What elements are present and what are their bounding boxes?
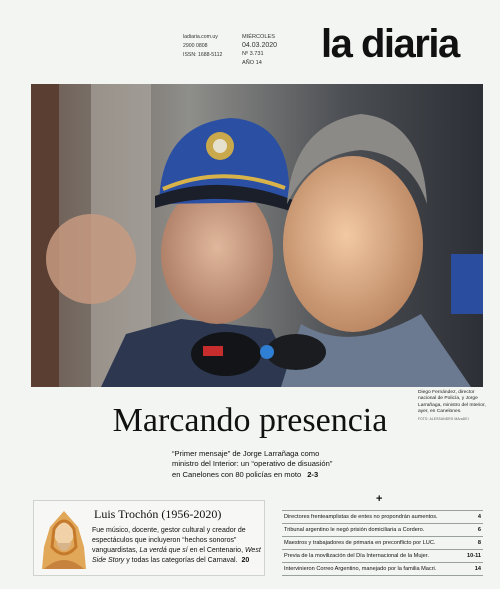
index-item[interactable] — [282, 523, 483, 536]
year-text: AÑO 14 — [242, 59, 262, 66]
index-item-page: 8 — [477, 540, 481, 546]
index-item[interactable] — [282, 562, 483, 576]
lead-deck — [172, 449, 342, 480]
index-item[interactable] — [282, 536, 483, 549]
obituary-title: Luis Trochón (1956-2020) — [94, 507, 222, 521]
index-item[interactable] — [282, 510, 483, 523]
obituary-text-2: en el Centenario, — [187, 547, 245, 554]
website-text: ladiaria.com.uy — [183, 34, 218, 40]
obituary-page-ref: 20 — [241, 557, 250, 564]
caption-text: Diego Fernández, director nacional de Policía, y Jorge Larrañaga, ministro del Interior, ayer, en Canelones. — [418, 390, 486, 414]
newspaper-logo: la diaria — [321, 22, 459, 66]
obituary-box[interactable] — [33, 500, 265, 576]
weekday-text: MIÉRCOLES — [242, 34, 275, 40]
obituary-work-1: La verdá que sí — [139, 547, 188, 554]
masthead-contact — [183, 33, 222, 60]
phone-text: 2900 0808 — [183, 43, 208, 49]
plus-icon: + — [376, 493, 383, 505]
masthead-issue-info — [242, 33, 277, 67]
issn-text: ISSN: 1688-5112 — [183, 52, 223, 58]
obituary-body — [92, 526, 262, 566]
index-item-text: Directores frenteamplistas de entes no propondrán aumentos. — [284, 514, 438, 520]
index-list — [282, 510, 483, 576]
lead-headline[interactable]: Marcando presencia — [112, 402, 388, 439]
index-item-text: Intervinieron Correo Argentino, manejado por la familia Macri. — [284, 566, 437, 572]
index-item-page: 10-11 — [467, 553, 481, 559]
deck-text: “Primer mensaje” de Jorge Larrañaga como ministro del Interior: un “operativo de disuasión” en Canelones con 80 policías en moto — [172, 449, 333, 479]
obituary-text-1: Fue músico, docente, gestor cultural y creador de espectáculos que incluyeron “hechos sonoros” vanguardistas, — [92, 527, 246, 554]
index-item-text: Tribunal argentino le negó prisión domiciliaria a Cordero. — [284, 527, 425, 533]
issue-number: Nº 3.731 — [242, 51, 264, 57]
deck-page-ref: 2-3 — [307, 469, 319, 479]
index-item[interactable] — [282, 549, 483, 562]
date-text: 04.03.2020 — [242, 41, 278, 49]
index-item-page: 6 — [477, 527, 481, 533]
index-item-page: 14 — [474, 566, 481, 572]
index-item-page: 4 — [477, 514, 481, 520]
index-item-text: Previa de la movilización del Día Internacional de la Mujer. — [284, 553, 429, 559]
photo-credit: FOTO: ALESSANDRO MAraDEI — [418, 417, 469, 422]
obituary-work-2: West Side Story — [92, 547, 261, 564]
obituary-illustration — [38, 507, 90, 573]
lead-photo — [31, 84, 483, 387]
index-item-text: Maestros y trabajadores de primaria en preconflicto por LUC. — [284, 540, 436, 546]
obituary-text-3: y todas las categorías del Carnaval. — [124, 557, 238, 564]
